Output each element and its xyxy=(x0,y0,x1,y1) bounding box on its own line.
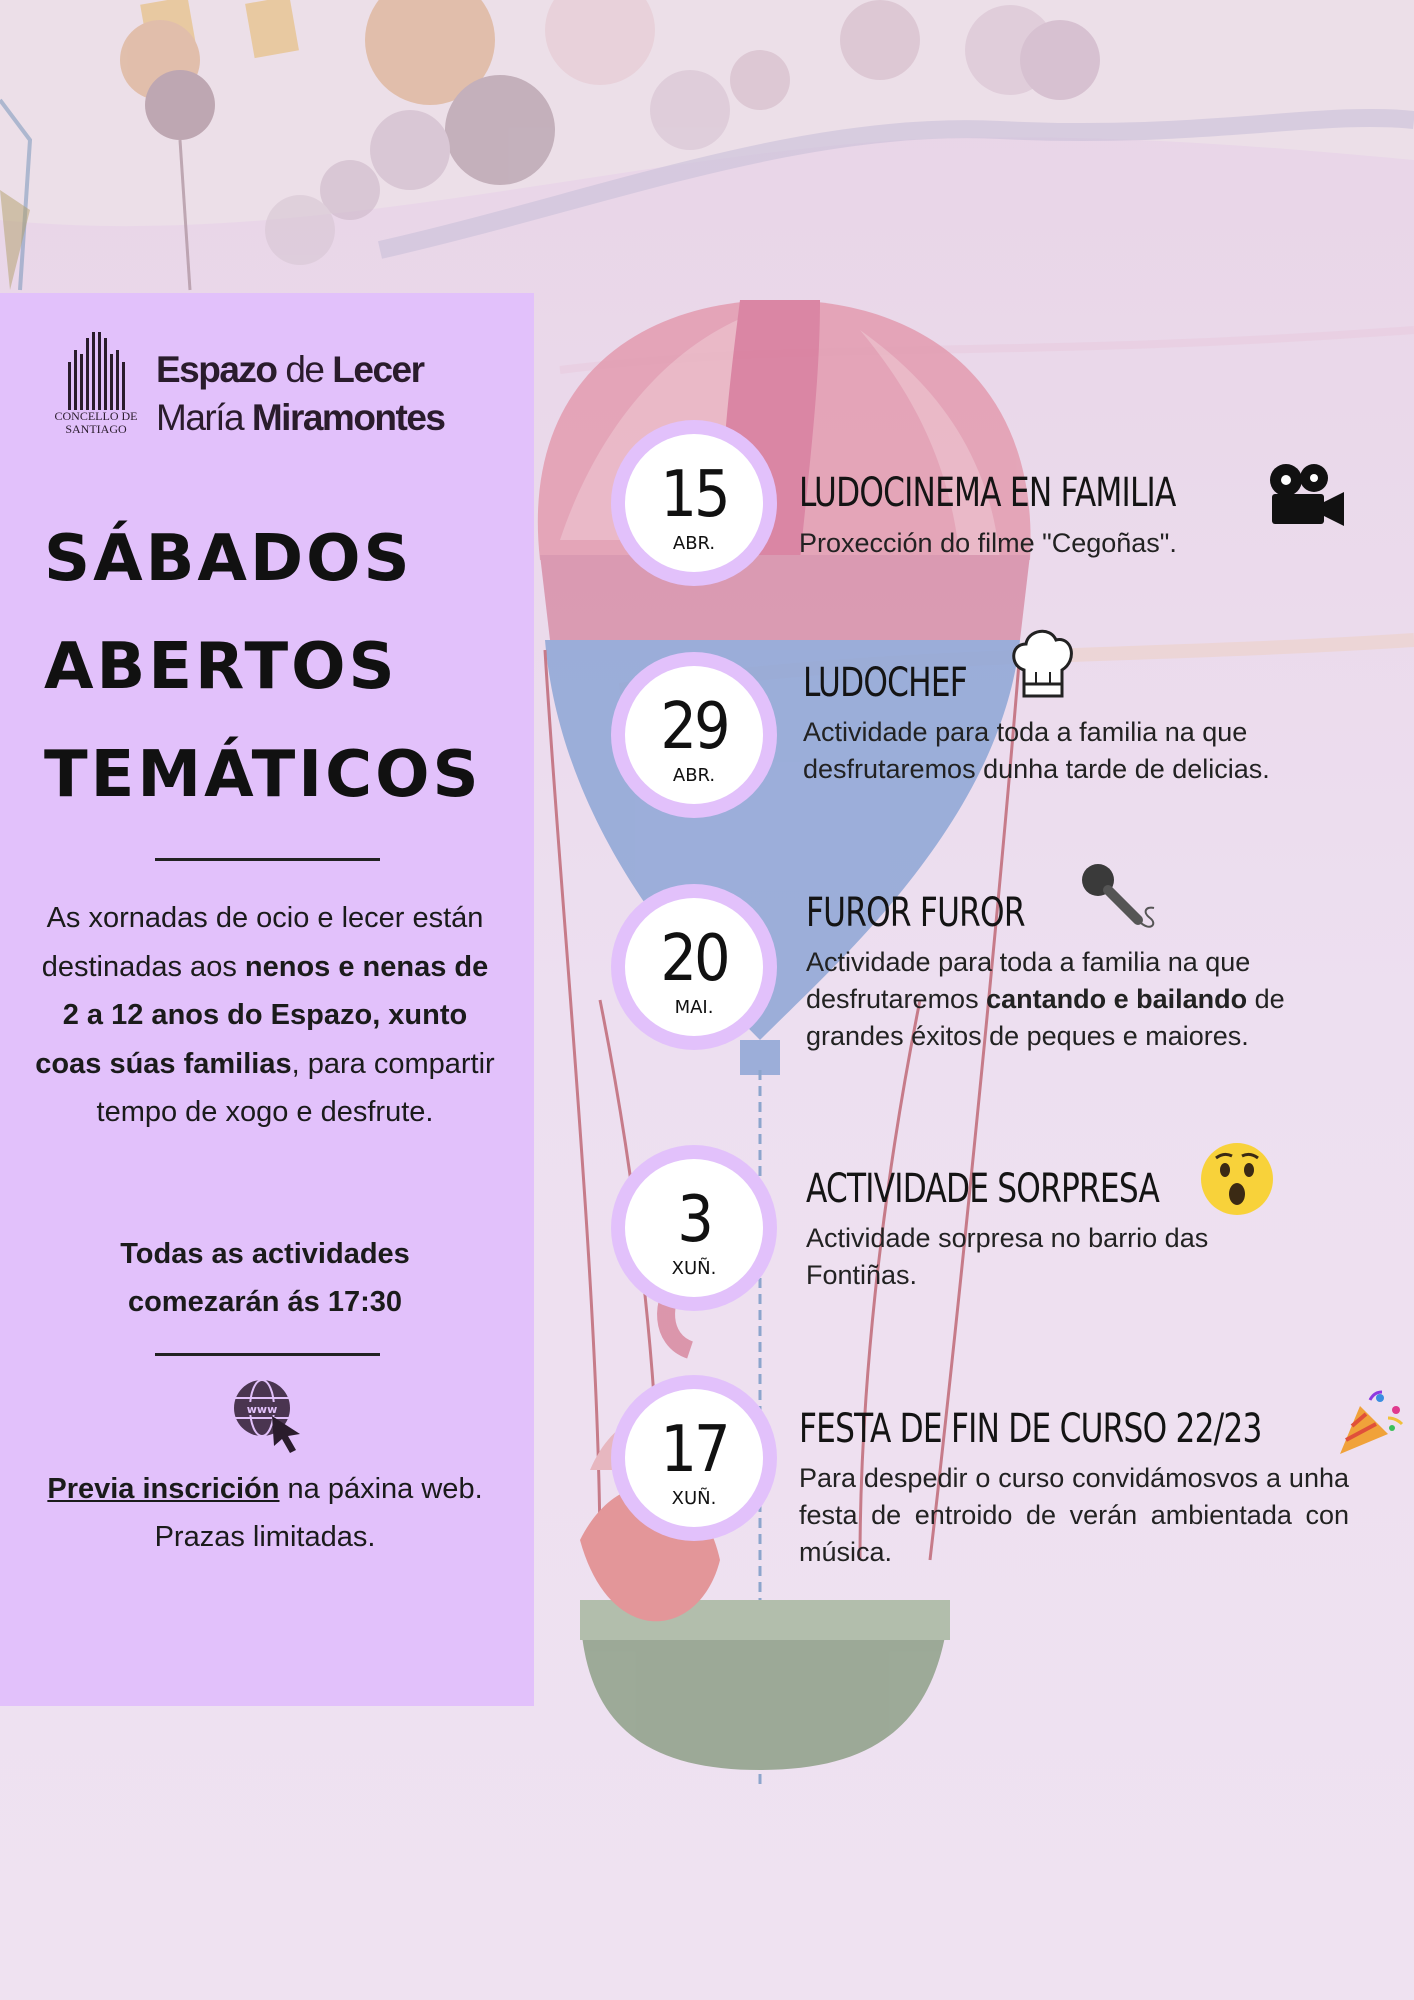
brand-line-1: Espazo de Lecer xyxy=(156,349,424,390)
date-month: MAI. xyxy=(674,997,714,1018)
event-title: FESTA DE FIN DE CURSO 22/23 xyxy=(799,1406,1262,1452)
concello-logo xyxy=(52,332,140,442)
event-description: Actividade para toda a familia na que desfrutaremos dunha tarde de delicias. xyxy=(803,717,1270,784)
event-description: Actividade sorpresa no barrio das Fontiñas. xyxy=(806,1223,1209,1290)
microphone-icon xyxy=(1080,862,1160,932)
date-badge xyxy=(611,420,777,586)
divider xyxy=(155,1353,380,1356)
cathedral-icon xyxy=(52,332,140,410)
registration-link[interactable]: Previa inscrición xyxy=(47,1473,280,1505)
event-title: LUDOCHEF xyxy=(803,660,967,706)
web-globe-icon xyxy=(230,1376,304,1454)
svg-text:www: www xyxy=(246,1403,278,1416)
date-badge xyxy=(611,652,777,818)
party-popper-icon xyxy=(1336,1388,1406,1458)
event-description: Para despedir o curso convidámosvos a unha festa de entroido de verán ambientada con música. xyxy=(799,1463,1349,1567)
registration-note: Previa inscrición na páxina web. Prazas limitadas. xyxy=(47,1473,483,1553)
date-day: 20 xyxy=(660,922,728,996)
film-camera-icon xyxy=(1266,462,1348,528)
start-time-note: Todas as actividades comezarán ás 17:30 xyxy=(120,1238,410,1318)
event-title: FUROR FUROR xyxy=(806,890,1025,936)
chef-hat-icon xyxy=(1008,626,1078,704)
date-day: 29 xyxy=(660,690,728,764)
event-description: Proxección do filme "Cegoñas". xyxy=(799,528,1177,558)
date-month: ABR. xyxy=(672,533,716,554)
surprised-face-icon xyxy=(1200,1142,1274,1216)
date-day: 3 xyxy=(677,1183,711,1257)
date-badge xyxy=(611,1375,777,1541)
date-month: XUÑ. xyxy=(671,1488,717,1509)
event-description: Actividade para toda a familia na que desfrutaremos cantando e bailando de grandes éxitos de peques e maiores. xyxy=(806,947,1285,1051)
brand-line-2: María Miramontes xyxy=(156,397,445,438)
date-badge xyxy=(611,884,777,1050)
intro-text: As xornadas de ocio e lecer están destinadas aos nenos e nenas de 2 a 12 anos do Espazo, xunto coas súas familias, para compartir tempo de xogo e desfrute. xyxy=(35,902,495,1128)
date-month: ABR. xyxy=(672,765,716,786)
event-title: ACTIVIDADE SORPRESA xyxy=(806,1166,1160,1212)
date-month: XUÑ. xyxy=(671,1258,717,1279)
date-day: 15 xyxy=(660,458,728,532)
event-title: LUDOCINEMA EN FAMILIA xyxy=(799,470,1176,516)
date-day: 17 xyxy=(660,1413,728,1487)
page-title: SÁBADOS ABERTOS TEMÁTICOS xyxy=(44,522,482,812)
brand-name xyxy=(156,346,445,442)
date-badge xyxy=(611,1145,777,1311)
concello-label: CONCELLO DE SANTIAGO xyxy=(54,409,138,436)
divider xyxy=(155,858,380,861)
